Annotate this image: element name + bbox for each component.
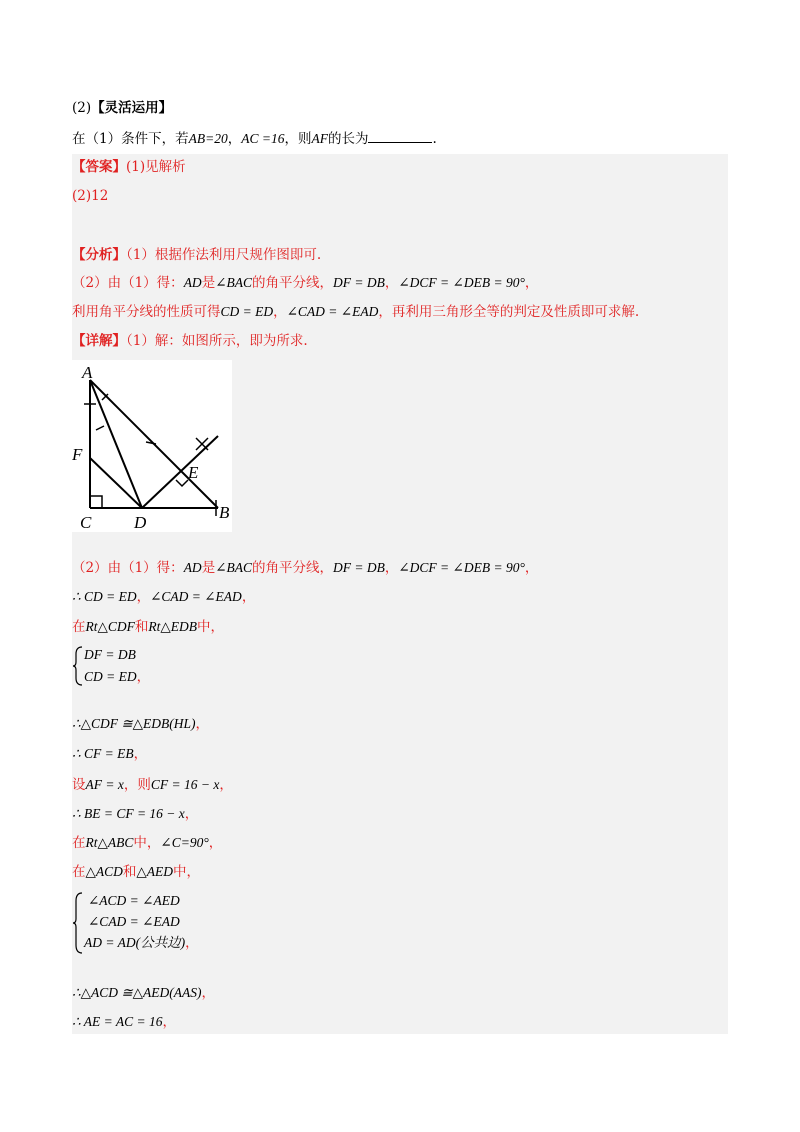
arc-mark-ab2 — [146, 442, 156, 444]
answer-label: 【答案】 — [72, 159, 126, 175]
math: ∴ CF = EB — [72, 746, 134, 761]
segment-ad — [90, 380, 142, 508]
ac-value: AC =16 — [241, 131, 285, 146]
text: 在 — [72, 619, 86, 635]
right-angle-mark-e — [176, 480, 188, 486]
detail-line-2 — [72, 558, 538, 578]
period: . — [432, 131, 437, 147]
segment-fd — [90, 458, 142, 508]
system1-row2 — [84, 667, 150, 687]
triangle-construction-diagram — [72, 360, 232, 532]
text: ， — [136, 589, 151, 605]
math: CD = ED — [84, 669, 137, 684]
text: 是 — [201, 275, 216, 291]
answer-line-2 — [72, 186, 108, 206]
detail-line-8 — [72, 804, 198, 824]
math: ∠BAC — [215, 560, 252, 575]
math: CF = 16 − x — [150, 777, 220, 792]
math: △ACD — [85, 864, 123, 879]
separator: ，则 — [284, 131, 312, 147]
text: 的角平分线， — [252, 560, 333, 576]
math: ∴△CDF ≅△EDB(HL) — [72, 716, 196, 731]
geometry-figure — [72, 360, 232, 532]
text: ，则 — [123, 777, 151, 793]
math: AD = AD(公共边) — [84, 935, 186, 950]
system2-row3 — [84, 933, 199, 953]
math: ∴ BE = CF = 16 − x — [72, 806, 185, 821]
left-brace-1 — [72, 646, 84, 686]
detail-line-4 — [72, 617, 224, 637]
math: ∠DCF = ∠DEB = 90° — [398, 275, 525, 290]
label-f: F — [72, 445, 83, 464]
text: 利用角平分线的性质可得 — [72, 304, 221, 320]
detail-line-10 — [72, 862, 200, 882]
label-d: D — [134, 513, 147, 532]
text: ， — [273, 304, 287, 320]
label-c: C — [80, 513, 92, 532]
text: 和 — [134, 619, 149, 635]
math: ∠CAD = ∠EAD — [286, 304, 379, 319]
text: ， — [524, 275, 539, 291]
text: ， — [133, 746, 148, 762]
analysis-line-2 — [72, 273, 538, 293]
text: 中， — [133, 835, 161, 851]
analysis-line-1 — [72, 245, 321, 265]
analysis-text1: （1）根据作法利用尺规作图即可. — [126, 247, 322, 263]
text: 设 — [72, 777, 86, 793]
label-b: B — [219, 503, 230, 522]
text: （2）由（1）得： — [72, 560, 184, 576]
stem-suffix: 的长为 — [327, 131, 369, 147]
math: ∠CAD = ∠EAD — [88, 914, 180, 929]
math: ∴ AE = AC = 16 — [72, 1014, 163, 1029]
detail-text1: （1）解：如图所示，即为所求. — [126, 333, 308, 349]
math: ∠DCF = ∠DEB = 90° — [398, 560, 525, 575]
answer-part2: (2)12 — [72, 188, 109, 204]
text: ， — [185, 935, 199, 951]
math: DF = DB — [333, 560, 385, 575]
text: 和 — [122, 864, 137, 880]
text: ， — [184, 806, 199, 822]
part-title: 【灵活运用】 — [91, 100, 173, 116]
text: ， — [201, 985, 216, 1001]
analysis-line-3 — [72, 302, 639, 322]
math: Rt△EDB — [148, 619, 198, 634]
math: Rt△CDF — [85, 619, 135, 634]
text: 的角平分线， — [252, 275, 333, 291]
text: 中， — [173, 864, 201, 880]
af-label: AF — [311, 131, 328, 146]
label-a: A — [82, 363, 93, 382]
part-label: (2) — [72, 100, 92, 116]
math: CD = ED — [220, 304, 274, 319]
text: ， — [208, 835, 223, 851]
label-e: E — [188, 463, 199, 482]
text: ， — [195, 716, 210, 732]
right-angle-mark-c — [90, 496, 102, 508]
text: ， — [219, 777, 233, 793]
math: ∴△ACD ≅△AED(AAS) — [72, 985, 202, 1000]
text: ， — [136, 669, 151, 685]
math: AF = x — [85, 777, 124, 792]
math: ∴ CD = ED — [72, 589, 137, 604]
question-stem — [72, 128, 437, 149]
math: AD — [183, 560, 202, 575]
stem-prefix: 在（1）条件下，若 — [72, 131, 189, 147]
detail-line-7 — [72, 775, 233, 795]
math: ∠C=90° — [160, 835, 209, 850]
text: 在 — [72, 835, 86, 851]
detail-line-6 — [72, 744, 147, 764]
system1-row1 — [84, 645, 136, 665]
math: AD — [183, 275, 202, 290]
math: DF = DB — [84, 647, 136, 662]
system2-row2 — [88, 912, 180, 932]
question-part-heading — [72, 98, 172, 118]
left-brace-2 — [72, 892, 84, 954]
text: 是 — [201, 560, 216, 576]
detail-line-12 — [72, 1012, 176, 1032]
text: ， — [162, 1014, 176, 1030]
detail-line-1 — [72, 331, 308, 351]
answer-line-1 — [72, 157, 186, 177]
text: ， — [241, 589, 256, 605]
analysis-label: 【分析】 — [72, 247, 126, 263]
math: ∠CAD = ∠EAD — [150, 589, 242, 604]
detail-line-11 — [72, 983, 215, 1003]
text: ， — [384, 560, 399, 576]
ab-value: AB=20 — [188, 131, 228, 146]
math: ∠ACD = ∠AED — [88, 893, 180, 908]
math: Rt△ABC — [85, 835, 134, 850]
math: △AED — [136, 864, 174, 879]
math: ∠BAC — [215, 275, 252, 290]
text: ， — [384, 275, 399, 291]
text: （2）由（1）得： — [72, 275, 184, 291]
arc-mark-ad — [96, 426, 104, 430]
detail-label: 【详解】 — [72, 333, 126, 349]
answer-blank — [368, 128, 432, 143]
separator: ， — [227, 131, 242, 147]
math: DF = DB — [333, 275, 385, 290]
text: ， — [524, 560, 539, 576]
system2-row1 — [88, 891, 180, 911]
detail-line-9 — [72, 833, 222, 853]
text: 中， — [197, 619, 225, 635]
text: 在 — [72, 864, 86, 880]
answer-part1: (1)见解析 — [126, 159, 186, 175]
detail-line-5 — [72, 714, 209, 734]
detail-line-3 — [72, 587, 255, 607]
text: ，再利用三角形全等的判定及性质即可求解. — [378, 304, 640, 320]
